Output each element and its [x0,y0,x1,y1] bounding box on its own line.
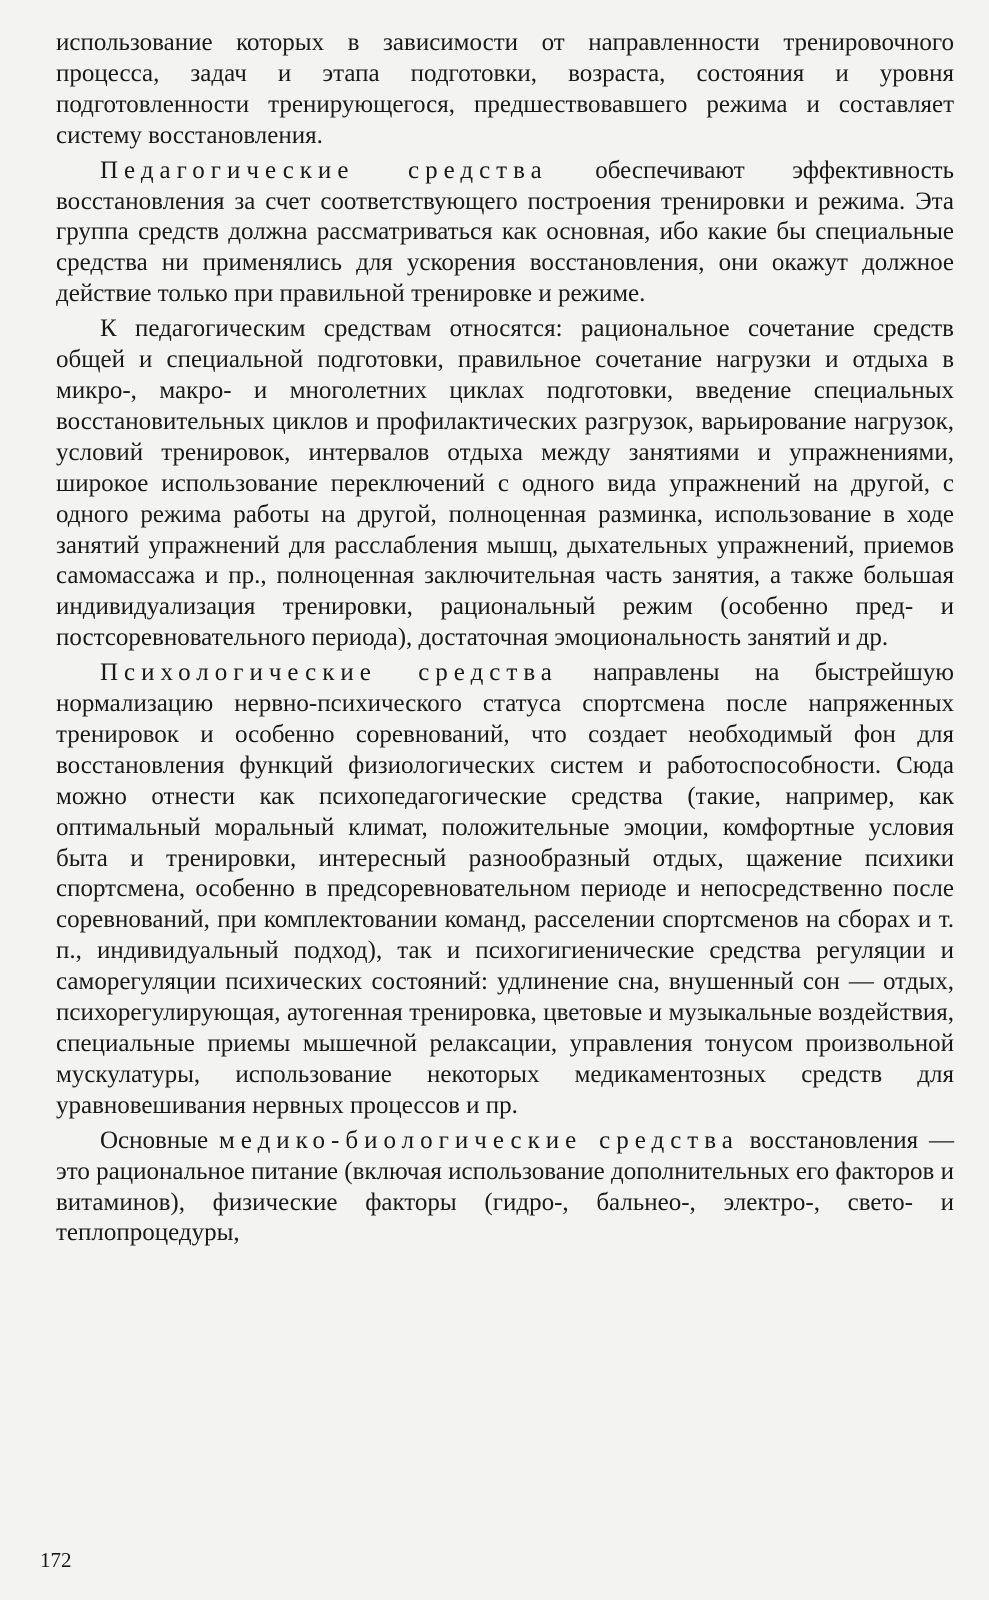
paragraph-text: использование которых в зависимости от направленности тренировочного процесса, задач и этапа подготовки, возраста, состояния и уровня подготовленности тренирующегося, предшествовавшего режима и составляет систему восстановления. [56,29,954,149]
paragraph-text: обеспечивают эффективность восстановления за счет соответствующего построения тренировки и режима. Эта группа средств должна рассматриваться как основная, ибо какие бы специальные средства ни применялись для ускорения восстановления, они окажут должное действие только при правильной тренировке и режиме. [56,156,954,308]
paragraph-lead-term: Психологические средства [100,659,558,687]
paragraph-lead-term: Педагогические средства [100,156,548,184]
paragraph-text: К педагогическим средствам относятся: рациональное сочетание средств общей и специальной подготовки, правильное сочетание нагрузки и отдыха в микро-, макро- и многолетних циклах подготовки, введение специальных восстановительных циклов и профилактических разгрузок, варьирование нагрузок, условий тренировок, интервалов отдыха между занятиями и упражнениями, широкое использование переключений с одного вида упражнений на другой, с одного режима работы на другой, полноценная разминка, использование в ходе занятий упражнений для расслабления мышц, дыхательных упражнений, приемов самомассажа и пр., полноценная заключительная часть занятия, а также большая индивидуализация тренировки, рациональный режим (особенно пред- и постсоревновательного периода), достаточная эмоциональность занятий и др. [56,315,954,652]
paragraph-medical-biological [56,1126,954,1250]
paragraph-continuation [56,28,954,152]
paragraph-pedagogical-list [56,314,954,654]
page-text [56,28,954,1249]
paragraph-text: восстановления — это рациональное питание (включая использование дополнительных его факторов и витаминов), физические факторы (гидро-, бальнео-, электро-, свето- и теплопроцедуры, [56,1126,955,1247]
paragraph-psychological [56,658,954,1122]
paragraph-prefix: Основные [100,1126,219,1154]
page-number: 172 [40,1548,72,1572]
paragraph-text: направлены на быстрейшую нормализацию нервно-психического статуса спортсмена после напряженных тренировок и особенно соревнований, что создает необходимый фон для восстановления функций физиологических систем и работоспособности. Сюда можно отнести как психопедагогические средства (такие, например, как оптимальный моральный климат, положительные эмоции, комфортные условия быта и тренировки, интересный разнообразный отдых, щажение психики спортсмена, особенно в предсоревновательном периоде и непосредственно после соревнований, при комплектовании команд, расселении спортсменов на сборах и т. п., индивидуальный подход), так и психогигиенические средства регуляции и саморегуляции психических состояний: удлинение сна, внушенный сон — отдых, психорегулирующая, аутогенная тренировка, цветовые и музыкальные воздействия, специальные приемы мышечной релаксации, управления тонусом произвольной мускулатуры, использование некоторых медикаментозных средств для уравновешивания нервных процессов и пр. [56,659,954,1119]
paragraph-pedagogical [56,156,954,311]
paragraph-lead-term: медико-биологические средства [218,1126,739,1154]
